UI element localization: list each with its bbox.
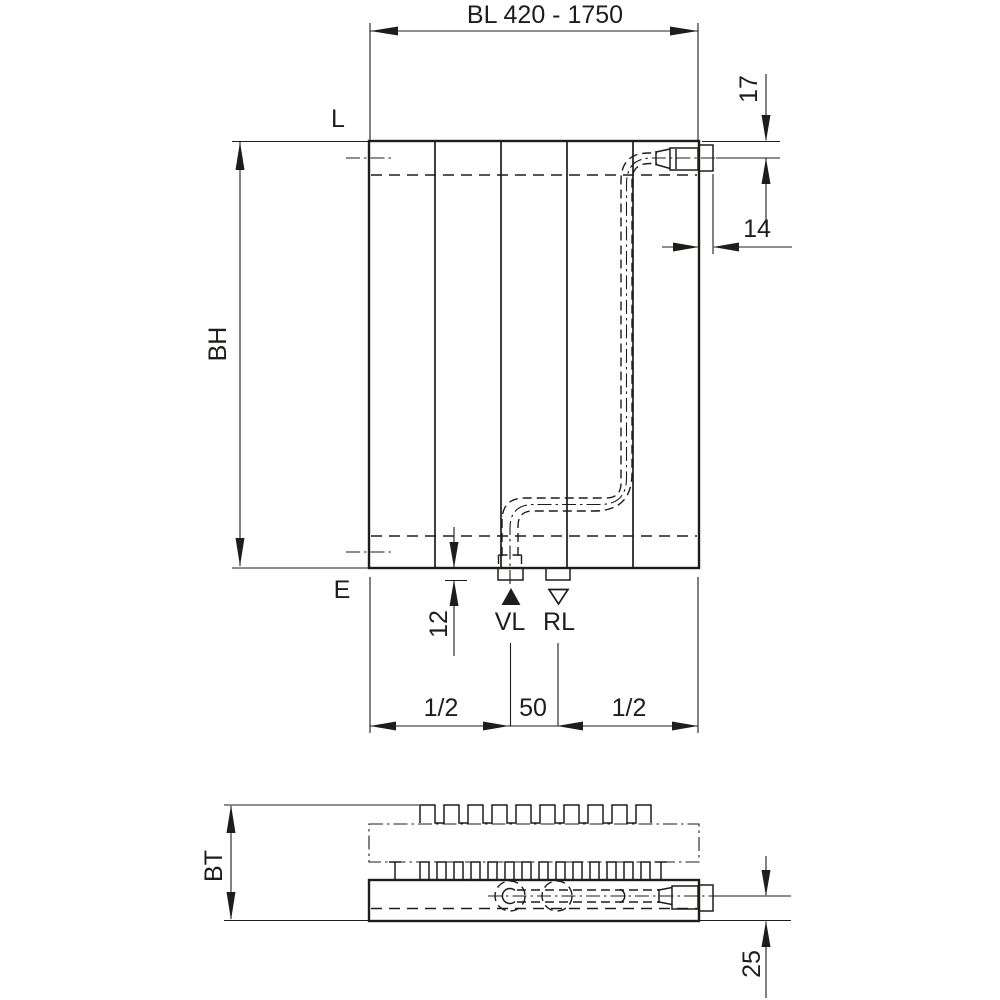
- return-direction-icon: [549, 590, 568, 605]
- label-fitting-horizontal-offset: 14: [743, 215, 771, 243]
- lower-fin-row: [420, 862, 650, 880]
- bottom-view: [369, 805, 758, 921]
- dim-overall-height: [232, 142, 368, 569]
- label-flow: VL: [494, 608, 526, 636]
- label-spacing-center: 50: [519, 694, 547, 722]
- label-return: RL: [543, 608, 575, 636]
- internal-pipe-hidden: [499, 153, 745, 584]
- label-bottom-reference: E: [333, 576, 351, 604]
- second-panel-phantom: [369, 824, 699, 862]
- label-overall-width: BL 420 - 1750: [466, 1, 624, 29]
- fin-end-brackets: [389, 862, 667, 880]
- label-stub-protrusion: 12: [425, 610, 453, 638]
- dim-overall-width: [370, 23, 698, 141]
- panel-division-lines: [435, 142, 633, 567]
- radiator-body-outline: [369, 141, 699, 568]
- label-overall-depth: BT: [200, 850, 228, 882]
- dim-fitting-horizontal-offset: [662, 174, 792, 254]
- return-stub: [546, 568, 570, 580]
- fitting-cone: [656, 149, 670, 169]
- label-spacing-right: 1/2: [611, 694, 647, 722]
- front-view: [346, 141, 744, 605]
- flow-direction-icon: [502, 588, 521, 605]
- label-overall-height: BH: [204, 326, 232, 362]
- label-fitting-vertical-offset: 17: [735, 75, 763, 103]
- bottom-view-dimensions: [224, 805, 791, 998]
- label-spacing-left: 1/2: [423, 694, 459, 722]
- fitting-nipple: [670, 148, 698, 170]
- panel-section-outline: [369, 880, 699, 921]
- fitting-end-block-section: [699, 885, 713, 911]
- label-top-reference: L: [331, 105, 345, 133]
- pipe-centerline: [510, 158, 744, 584]
- upper-fin-row: [420, 805, 651, 823]
- label-pipe-axis-offset: 25: [738, 950, 766, 978]
- side-fitting-section: [659, 885, 713, 911]
